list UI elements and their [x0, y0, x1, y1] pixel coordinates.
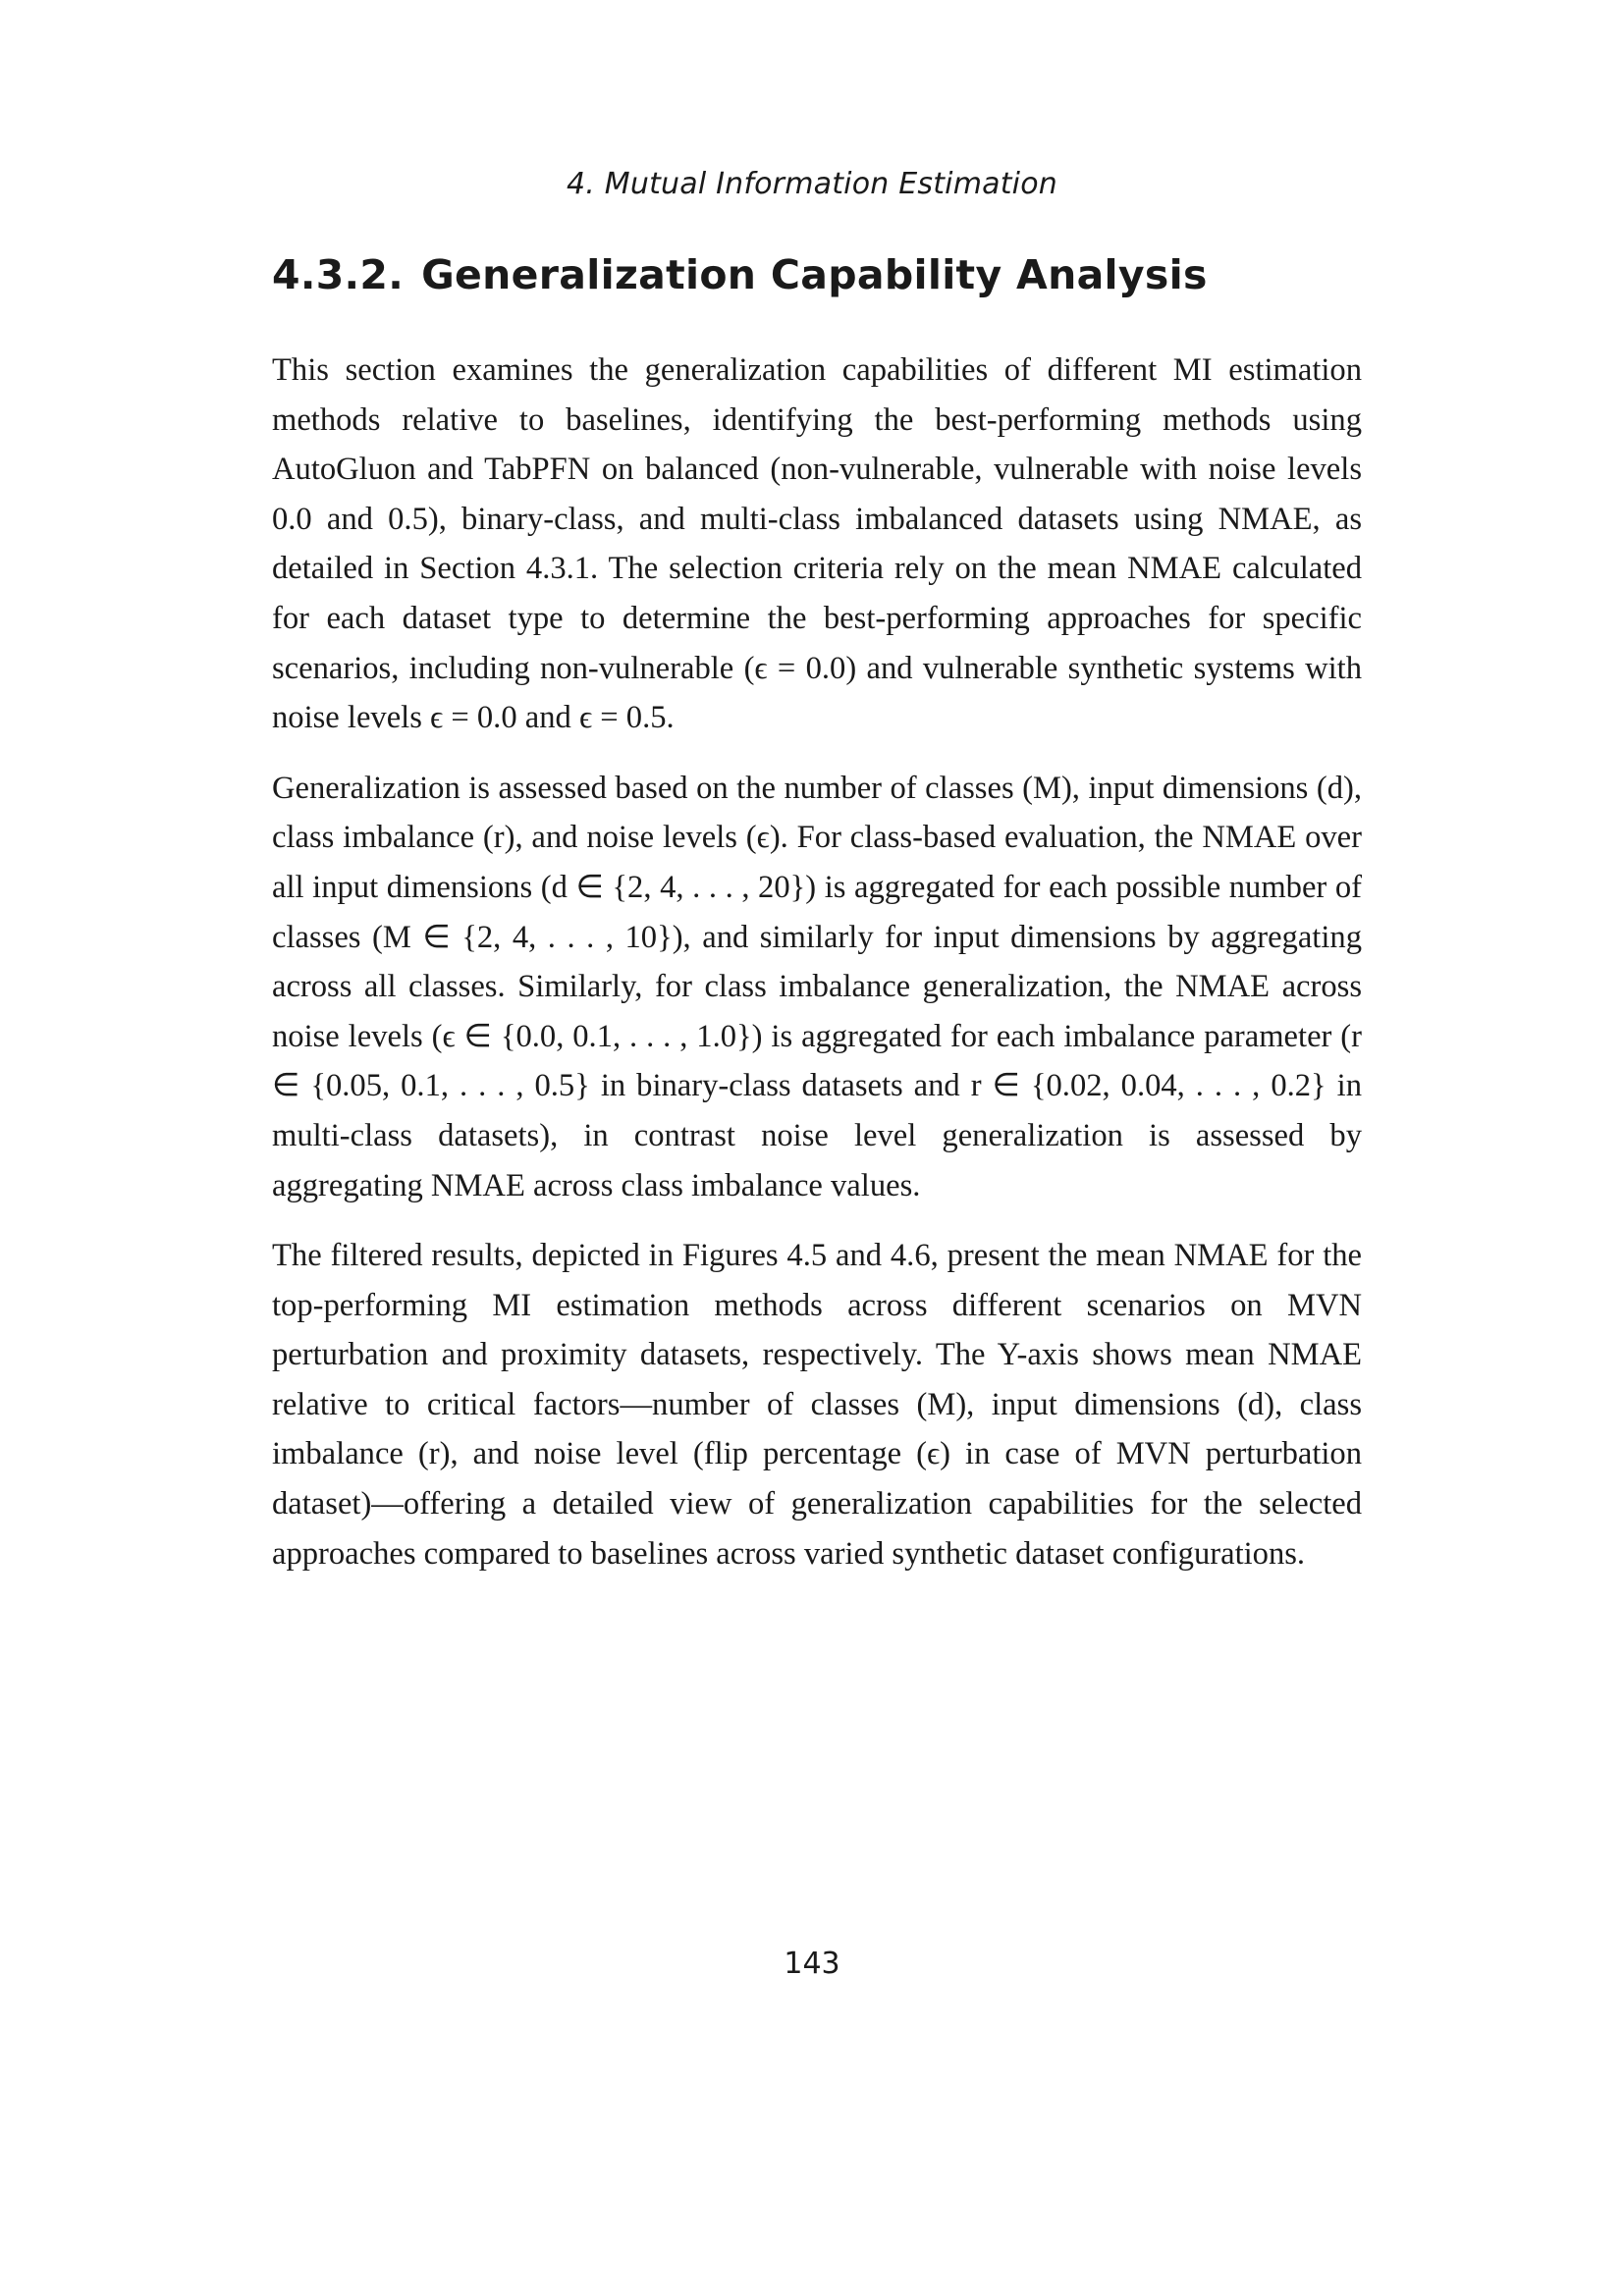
section-title: Generalization Capability Analysis — [421, 251, 1208, 298]
paragraph-1: This section examines the generalization capabilities of different MI estimation methods relative to baselines, identifying the best-performing methods using AutoGluon and TabPFN on balanced (non-vulnerable, vulnerable with noise levels 0.0 and 0.5), binary-class, and multi-class imbalanced datasets using NMAE, as detailed in Section 4.3.1. The selection criteria rely on the mean NMAE calculated for each dataset type to determine the best-performing approaches for specific scenarios, including non-vulnerable (ϵ = 0.0) and vulnerable synthetic systems with noise levels ϵ = 0.0 and ϵ = 0.5. — [272, 352, 1362, 736]
running-header: 4. Mutual Information Estimation — [567, 167, 1057, 201]
page-number: 143 — [784, 1947, 840, 1981]
paragraph-3: The filtered results, depicted in Figures 4.5 and 4.6, present the mean NMAE for the top-performing MI estimation methods across different scenarios on MVN perturbation and proximity datasets, respectively. The Y-axis shows mean NMAE relative to critical factors—number of classes (M), input dimensions (d), class imbalance (r), and noise level (flip percentage (ϵ) in case of MVN perturbation dataset)—offering a detailed view of generalization capabilities for the selected approaches compared to baselines across varied synthetic dataset configurations. — [272, 1238, 1362, 1572]
body-text — [272, 346, 1362, 1599]
section-number: 4.3.2. — [272, 251, 405, 298]
section-heading — [272, 251, 1208, 298]
paragraph-2: Generalization is assessed based on the number of classes (M), input dimensions (d), class imbalance (r), and noise levels (ϵ). For class-based evaluation, the NMAE over all input dimensions (d ∈ {2, 4, . . . , 20}) is aggregated for each possible number of classes (M ∈ {2, 4, . . . , 10}), and similarly for input dimensions by aggregating across all classes. Similarly, for class imbalance generalization, the NMAE across noise levels (ϵ ∈ {0.0, 0.1, . . . , 1.0}) is aggregated for each imbalance parameter (r ∈ {0.05, 0.1, . . . , 0.5} in binary-class datasets and r ∈ {0.02, 0.04, . . . , 0.2} in multi-class datasets), in contrast noise level generalization is assessed by aggregating NMAE across class imbalance values. — [272, 770, 1362, 1203]
